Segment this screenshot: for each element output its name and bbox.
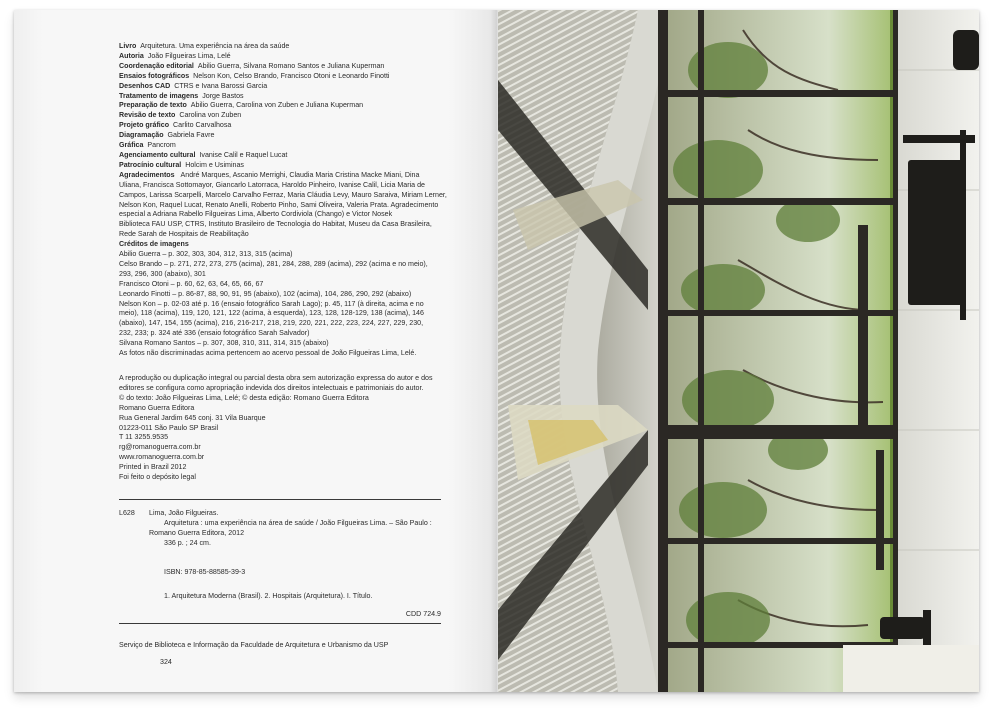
credit-row bbox=[119, 82, 449, 92]
catalog-spacer bbox=[119, 602, 441, 610]
image-credit-line: (abaixo), 147, 154, 155 (acima), 216, 216-217, 218, 219, 220, 221, 222, 223, 224, 227, 229, 230, bbox=[119, 319, 424, 328]
acknowledgements-line bbox=[119, 171, 449, 181]
legal-line: A reprodução ou duplicação integral ou parcial desta obra sem autorização expressa do autor e dos bbox=[119, 374, 433, 382]
credit-label: Diagramação bbox=[119, 131, 164, 140]
acknowledgements-label: Agradecimentos bbox=[119, 170, 175, 179]
catalog-publisher: Romano Guerra Editora, 2012 bbox=[149, 529, 245, 537]
credit-value: Abilio Guerra, Silvana Romano Santos e Juliana Kuperman bbox=[197, 61, 385, 70]
catalog-row bbox=[119, 610, 441, 620]
book-gutter bbox=[490, 10, 498, 692]
credit-row bbox=[119, 72, 449, 82]
acknowledgements-line: Uliana, Francisca Sottomayor, Giancarlo Latorraca, Haroldo Pinheiro, Ivanise Calil, Licia Maria de bbox=[119, 180, 425, 189]
credit-value: Jorge Bastos bbox=[202, 91, 244, 100]
credit-value: João Filgueiras Lima, Lelé bbox=[147, 51, 231, 60]
credit-value: CTRS e Ivana Barossi Garcia bbox=[174, 81, 268, 90]
acknowledgements-line: Rede Sarah de Hospitais de Reabilitação bbox=[119, 230, 249, 239]
acknowledgements-text: André Marques, Ascanio Merrighi, Claudia Maria Cristina Macke Miani, Dina bbox=[180, 170, 420, 179]
credit-value: Holcim e Usiminas bbox=[185, 160, 244, 169]
image-credit-line: Francisco Otoni – p. 60, 62, 63, 64, 65, 66, 67 bbox=[119, 279, 264, 288]
catalog-card bbox=[119, 509, 441, 620]
credit-value: Abilio Guerra, Carolina von Zuben e Juliana Kuperman bbox=[190, 101, 364, 110]
catalog-isbn: ISBN: 978-85-88585-39-3 bbox=[164, 568, 246, 576]
catalog-row bbox=[119, 519, 441, 529]
library-footer: Serviço de Biblioteca e Informação da Faculdade de Arquitetura e Urbanismo da USP bbox=[119, 641, 389, 649]
credit-label: Patrocínio cultural bbox=[119, 160, 182, 169]
catalog-bottom-rule bbox=[119, 623, 441, 624]
credit-label: Gráfica bbox=[119, 141, 144, 150]
image-credit-line: As fotos não discriminadas acima pertencem ao acervo pessoal de João Filgueiras Lima, Lelé. bbox=[119, 349, 417, 358]
image-credit-line: Leonardo Finotti – p. 86-87, 88, 90, 91, 95 (abaixo), 102 (acima), 104, 286, 290, 292 (abaixo) bbox=[119, 289, 412, 298]
credit-row bbox=[119, 161, 449, 171]
image-credits-label: Créditos de imagens bbox=[119, 240, 189, 249]
credit-row bbox=[119, 141, 449, 151]
catalog-subjects: 1. Arquitetura Moderna (Brasil). 2. Hospitais (Arquitetura). I. Título. bbox=[164, 592, 373, 600]
legal-line: Romano Guerra Editora bbox=[119, 403, 195, 412]
credit-label: Desenhos CAD bbox=[119, 81, 171, 90]
credit-row bbox=[119, 101, 449, 111]
architecture-photo bbox=[498, 10, 979, 692]
catalog-code: L628 bbox=[119, 509, 135, 517]
credit-value: Pancrom bbox=[147, 141, 176, 150]
image-credit-line: 232, 233; p. 324 até 336 (ensaio fotográfico Sarah Salvador) bbox=[119, 329, 310, 338]
catalog-row bbox=[119, 539, 441, 549]
left-page bbox=[14, 10, 497, 692]
credit-value: Gabriela Favre bbox=[167, 131, 215, 140]
catalog-author: Lima, João Filgueiras. bbox=[149, 509, 219, 517]
credit-value: Carolina von Zuben bbox=[179, 111, 242, 120]
credits-block bbox=[119, 42, 449, 359]
legal-line: Rua General Jardim 645 conj. 31 Vila Buarque bbox=[119, 413, 266, 422]
credit-value: Arquitetura. Uma experiência na área da saúde bbox=[140, 42, 290, 50]
credit-value: Nelson Kon, Celso Brando, Francisco Otoni e Leonardo Finotti bbox=[193, 71, 390, 80]
legal-line: Foi feito o depósito legal bbox=[119, 473, 196, 482]
photo-illustration bbox=[498, 10, 979, 692]
page-number: 324 bbox=[160, 658, 172, 666]
image-credit-line: Nelson Kon – p. 02-03 até p. 16 (ensaio fotográfico Sarah Lago); p. 45, 117 (à direita, acima e no bbox=[119, 299, 424, 308]
credit-row bbox=[119, 62, 449, 72]
credit-row bbox=[119, 52, 449, 62]
catalog-pages: 336 p. ; 24 cm. bbox=[164, 539, 211, 547]
legal-line: © do texto: João Filgueiras Lima, Lelé; © desta edição: Romano Guerra Editora bbox=[119, 393, 369, 402]
credit-label: Agenciamento cultural bbox=[119, 150, 196, 159]
credit-row bbox=[119, 92, 449, 102]
image-credit-line: 293, 296, 300 (abaixo), 301 bbox=[119, 269, 206, 278]
catalog-row bbox=[119, 509, 441, 519]
credit-value: Carlito Carvalhosa bbox=[173, 121, 232, 130]
catalog-row bbox=[119, 592, 441, 602]
legal-line: rg@romanoguerra.com.br bbox=[119, 443, 201, 452]
credit-label: Coordenação editorial bbox=[119, 61, 194, 70]
legal-line: Printed in Brazil 2012 bbox=[119, 463, 187, 472]
acknowledgements-line: Nelson Kon, Raquel Lucat, Renato Anelli, Roberto Pinho, Sami Oliveira, Valeria Prata. Agradecimento bbox=[119, 200, 439, 209]
catalog-cdd: CDD 724.9 bbox=[405, 610, 441, 618]
legal-line: T 11 3255.9535 bbox=[119, 433, 169, 442]
catalog-row bbox=[119, 568, 441, 578]
image-credit-line: Abilio Guerra – p. 302, 303, 304, 312, 313, 315 (acima) bbox=[119, 250, 293, 259]
credit-row bbox=[119, 121, 449, 131]
credit-label: Ensaios fotográficos bbox=[119, 71, 190, 80]
credit-label: Livro bbox=[119, 42, 137, 50]
legal-line: www.romanoguerra.com.br bbox=[119, 453, 205, 462]
catalog-spacer bbox=[119, 549, 441, 568]
acknowledgements-line: Campos, Larissa Scarpelli, Marcelo Carvalho Ferraz, Maria Cláudia Levy, Mauro Saraiva, Miriam Lerner, bbox=[119, 190, 447, 199]
credit-label: Autoria bbox=[119, 51, 144, 60]
credit-label: Revisão de texto bbox=[119, 111, 176, 120]
image-credit-line: Silvana Romano Santos – p. 307, 308, 310, 311, 314, 315 (abaixo) bbox=[119, 339, 329, 348]
credit-row bbox=[119, 42, 449, 52]
image-credit-line: meio), 118 (acima), 119, 120, 121, 122 (acima, à esquerda), 123, 128, 128-129, 138 (acima), 146 bbox=[119, 309, 424, 318]
legal-block bbox=[119, 374, 449, 483]
credit-value: Ivanise Calil e Raquel Lucat bbox=[199, 150, 288, 159]
credit-label: Preparação de texto bbox=[119, 101, 187, 110]
legal-line: editores se configura como apropriação indevida dos direitos intelectuais e patrimoniais do autor. bbox=[119, 383, 424, 392]
catalog-row bbox=[119, 529, 441, 539]
acknowledgements-line: Biblioteca FAU USP, CTRS, Instituto Brasileiro de Tecnologia do Habitat, Museu da Casa Brasileira, bbox=[119, 220, 432, 229]
credit-label: Projeto gráfico bbox=[119, 121, 170, 130]
credit-row bbox=[119, 151, 449, 161]
credit-row bbox=[119, 131, 449, 141]
acknowledgements-line: especial a Adriana Rabello Filgueiras Lima, Alberto Cordiviola (Chango) e Victor Nosek bbox=[119, 210, 393, 219]
catalog-title: Arquitetura : uma experiência na área de saúde / João Filgueiras Lima. – São Paulo : bbox=[164, 519, 432, 527]
catalog-top-rule bbox=[119, 499, 441, 500]
legal-line: 01223-011 São Paulo SP Brasil bbox=[119, 423, 219, 432]
book-spread bbox=[14, 10, 979, 692]
image-credit-line: Celso Brando – p. 271, 272, 273, 275 (acima), 281, 284, 288, 289 (acima), 292 (acima e no meio), bbox=[119, 259, 428, 268]
credit-row bbox=[119, 111, 449, 121]
image-credits-heading bbox=[119, 240, 449, 250]
catalog-spacer bbox=[119, 578, 441, 592]
credit-label: Tratamento de imagens bbox=[119, 91, 199, 100]
